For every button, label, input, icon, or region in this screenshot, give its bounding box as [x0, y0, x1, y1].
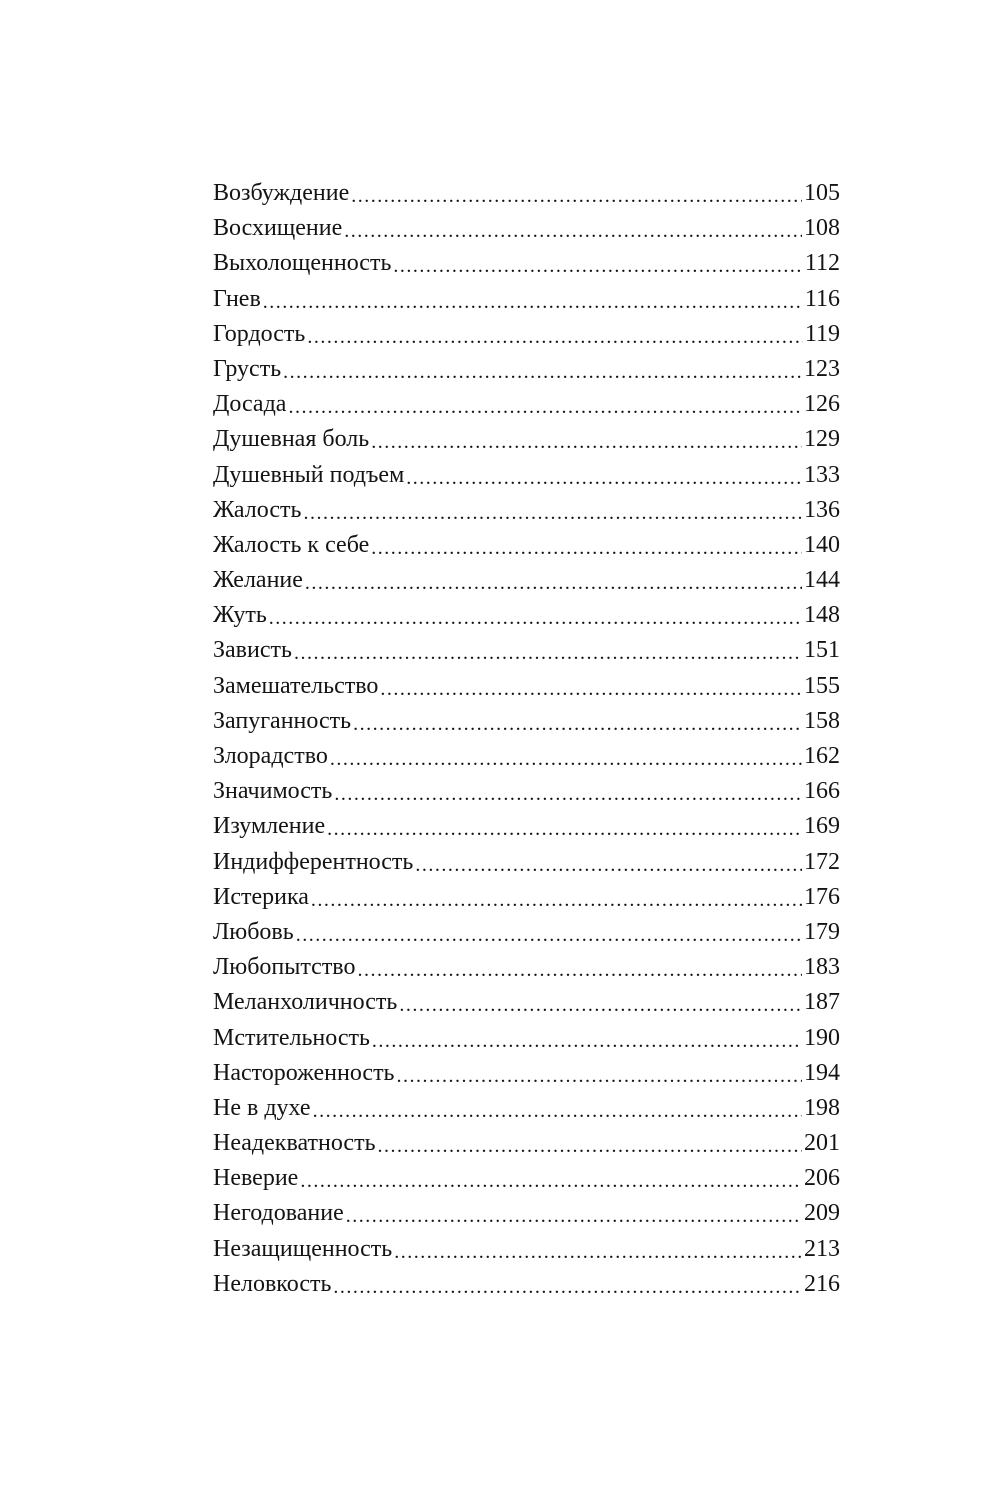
toc-dot-leader — [393, 254, 803, 280]
toc-entry — [213, 532, 840, 567]
toc-entry — [213, 1271, 840, 1306]
toc-entry — [213, 567, 840, 602]
toc-dot-leader — [330, 747, 802, 773]
toc-entry-title: Досада — [213, 391, 287, 418]
toc-dot-leader — [351, 184, 802, 210]
toc-dot-leader — [371, 536, 802, 562]
toc-entry-page-number: 129 — [804, 426, 840, 453]
toc-dot-leader — [334, 782, 802, 808]
toc-entry-title: Меланхоличность — [213, 989, 398, 1016]
toc-entry — [213, 1236, 840, 1271]
toc-entry-page-number: 209 — [804, 1200, 840, 1227]
toc-entry — [213, 778, 840, 813]
toc-entry-title: Любопытство — [213, 954, 356, 981]
toc-entry — [213, 1165, 840, 1200]
toc-entry — [213, 215, 840, 250]
toc-entry-page-number: 198 — [804, 1094, 840, 1121]
toc-entry — [213, 426, 840, 461]
toc-dot-leader — [327, 817, 802, 843]
toc-dot-leader — [307, 325, 803, 351]
toc-entry-title: Душевная боль — [213, 426, 370, 453]
toc-entry-title: Неадекватность — [213, 1130, 376, 1157]
toc-entry-title: Изумление — [213, 813, 326, 840]
toc-entry-title: Выхолощенность — [213, 250, 392, 277]
toc-entry — [213, 321, 840, 356]
toc-entry — [213, 989, 840, 1024]
toc-dot-leader — [269, 606, 802, 632]
toc-entry-title: Гордость — [213, 320, 306, 347]
toc-entry-title: Восхищение — [213, 215, 343, 242]
toc-entry-page-number: 216 — [804, 1270, 840, 1297]
toc-entry — [213, 743, 840, 778]
toc-entry-title: Возбуждение — [213, 180, 350, 206]
toc-dot-leader — [311, 888, 802, 914]
toc-entry — [213, 637, 840, 672]
toc-entry-page-number: 155 — [804, 672, 840, 699]
toc-entry — [213, 1200, 840, 1235]
toc-dot-leader — [296, 923, 802, 949]
toc-entry — [213, 813, 840, 848]
toc-entry-title: Индифферентность — [213, 848, 414, 875]
toc-entry-page-number: 116 — [804, 285, 840, 312]
toc-dot-leader — [406, 466, 802, 492]
toc-dot-leader — [415, 853, 802, 879]
table-of-contents — [213, 180, 840, 1306]
toc-entry-title: Незащищенность — [213, 1235, 393, 1262]
toc-entry-title: Не в духе — [213, 1094, 311, 1121]
toc-entry-title: Жалость — [213, 496, 302, 523]
toc-entry-page-number: 201 — [804, 1130, 840, 1157]
toc-entry-page-number: 133 — [804, 461, 840, 488]
toc-dot-leader — [372, 1029, 802, 1055]
toc-dot-leader — [263, 290, 803, 316]
toc-entry — [213, 497, 840, 532]
toc-entry — [213, 849, 840, 884]
toc-dot-leader — [353, 712, 802, 738]
toc-entry-page-number: 176 — [804, 883, 840, 910]
toc-dot-leader — [346, 1204, 802, 1230]
toc-dot-leader — [283, 360, 802, 386]
toc-dot-leader — [300, 1169, 802, 1195]
toc-entry-page-number: 169 — [804, 813, 840, 840]
toc-dot-leader — [378, 1134, 802, 1160]
toc-entry-title: Запуганность — [213, 707, 352, 734]
toc-entry-title: Жалость к себе — [213, 531, 370, 558]
toc-entry — [213, 919, 840, 954]
toc-entry-page-number: 213 — [804, 1235, 840, 1262]
toc-entry-title: Любовь — [213, 918, 294, 945]
toc-entry-page-number: 172 — [804, 848, 840, 875]
toc-entry — [213, 602, 840, 637]
toc-entry — [213, 250, 840, 285]
toc-entry-page-number: 148 — [804, 602, 840, 629]
toc-entry — [213, 391, 840, 426]
toc-entry-page-number: 206 — [804, 1165, 840, 1192]
toc-entry — [213, 954, 840, 989]
toc-entry-page-number: 194 — [804, 1059, 840, 1086]
toc-entry — [213, 673, 840, 708]
toc-dot-leader — [357, 958, 802, 984]
toc-dot-leader — [397, 1064, 803, 1090]
toc-entry-title: Злорадство — [213, 743, 328, 769]
toc-entry — [213, 1060, 840, 1095]
toc-entry-page-number: 126 — [804, 391, 840, 418]
toc-entry-page-number: 136 — [804, 496, 840, 523]
toc-entry-page-number: 151 — [804, 637, 840, 664]
toc-entry-title: Мстительность — [213, 1024, 370, 1051]
toc-entry-title: Зависть — [213, 637, 292, 664]
toc-entry-title: Неверие — [213, 1165, 299, 1192]
toc-dot-leader — [344, 219, 802, 245]
toc-dot-leader — [380, 677, 802, 703]
toc-entry-page-number: 140 — [804, 531, 840, 558]
toc-entry-page-number: 105 — [804, 180, 840, 206]
toc-entry-title: Душевный подъем — [213, 461, 405, 488]
toc-entry — [213, 1130, 840, 1165]
toc-entry-title: Замешательство — [213, 672, 379, 699]
toc-entry — [213, 286, 840, 321]
toc-entry — [213, 356, 840, 391]
toc-entry-title: Жуть — [213, 602, 267, 629]
toc-entry-title: Негодование — [213, 1200, 344, 1227]
toc-entry-page-number: 119 — [804, 320, 840, 347]
toc-dot-leader — [371, 430, 802, 456]
toc-dot-leader — [399, 993, 802, 1019]
toc-dot-leader — [333, 1275, 802, 1301]
toc-entry-page-number: 166 — [804, 778, 840, 805]
toc-entry-title: Гнев — [213, 285, 261, 312]
toc-entry-page-number: 187 — [804, 989, 840, 1016]
toc-entry — [213, 708, 840, 743]
toc-entry-page-number: 123 — [804, 355, 840, 382]
toc-entry-title: Грусть — [213, 355, 282, 382]
toc-entry-title: Желание — [213, 567, 303, 594]
toc-entry-page-number: 158 — [804, 707, 840, 734]
toc-dot-leader — [394, 1240, 802, 1266]
toc-dot-leader — [288, 395, 802, 421]
toc-entry-page-number: 144 — [804, 567, 840, 594]
toc-entry — [213, 884, 840, 919]
toc-entry-page-number: 183 — [804, 954, 840, 981]
toc-entry-page-number: 190 — [804, 1024, 840, 1051]
toc-entry — [213, 1095, 840, 1130]
toc-entry-page-number: 108 — [804, 215, 840, 242]
toc-dot-leader — [305, 571, 802, 597]
toc-dot-leader — [303, 501, 802, 527]
toc-entry — [213, 1025, 840, 1060]
toc-entry-title: Значимость — [213, 778, 333, 805]
toc-dot-leader — [294, 641, 802, 667]
toc-entry-page-number: 162 — [804, 743, 840, 769]
toc-dot-leader — [313, 1099, 802, 1125]
toc-entry-title: Настороженность — [213, 1059, 395, 1086]
toc-entry-page-number: 112 — [804, 250, 840, 277]
toc-entry-page-number: 179 — [804, 918, 840, 945]
toc-entry-title: Истерика — [213, 883, 309, 910]
toc-entry — [213, 462, 840, 497]
toc-entry-title: Неловкость — [213, 1270, 332, 1297]
toc-entry — [213, 180, 840, 215]
